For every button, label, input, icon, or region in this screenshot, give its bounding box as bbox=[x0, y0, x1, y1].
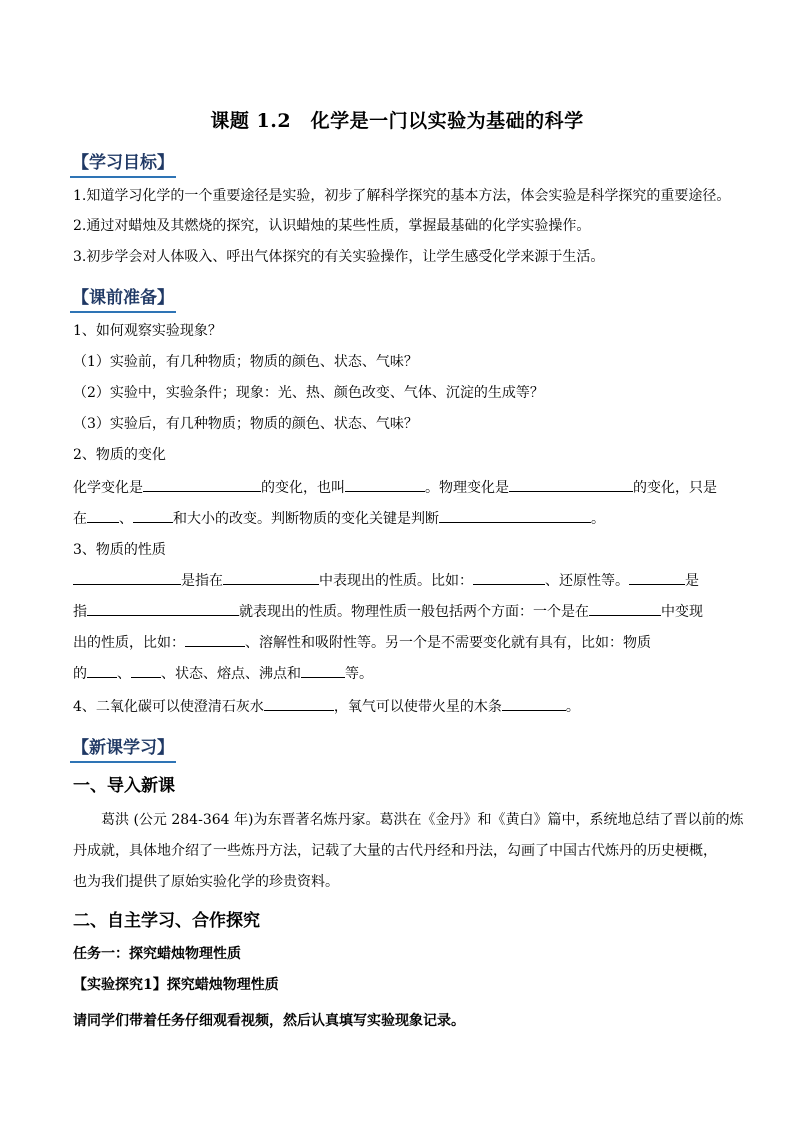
goal-item: 1.知道学习化学的一个重要途径是实验，初步了解科学探究的基本方法，体会实验是科学探究的重要途径。 bbox=[73, 188, 731, 204]
prep-question-1c: （3）实验后，有几种物质；物质的颜色、状态、气味？ bbox=[73, 416, 418, 432]
text: 、溶解性和吸附性等。另一个是不需要变化就有具有，比如：物质 bbox=[245, 635, 651, 651]
text: 、 bbox=[119, 511, 133, 527]
prep-question-3: 3、物质的性质 bbox=[73, 542, 166, 558]
instruction-text: 请同学们带着任务仔细观看视频，然后认真填写实验现象记录。 bbox=[73, 1013, 465, 1029]
prep-q2-line-2 bbox=[73, 508, 724, 529]
text: 4、二氧化碳可以使澄清石灰水 bbox=[73, 699, 264, 715]
fill-blank[interactable] bbox=[473, 570, 545, 585]
prep-question-1b: （2）实验中，实验条件；现象：光、热、颜色改变、气体、沉淀的生成等？ bbox=[73, 385, 544, 401]
fill-blank[interactable] bbox=[87, 508, 119, 523]
text: 出的性质，比如： bbox=[73, 635, 185, 651]
fill-blank[interactable] bbox=[509, 477, 633, 492]
goal-item: 3.初步学会对人体吸入、呼出气体探究的有关实验操作，让学生感受化学来源于生活。 bbox=[73, 249, 605, 265]
fill-blank[interactable] bbox=[73, 570, 181, 585]
fill-blank[interactable] bbox=[629, 570, 685, 585]
fill-blank[interactable] bbox=[143, 477, 261, 492]
text: 中变现 bbox=[661, 604, 703, 620]
prep-q3-line-2 bbox=[73, 601, 724, 622]
prep-question-1: 1、如何观察实验现象？ bbox=[73, 323, 222, 339]
text: 的变化，只是 bbox=[633, 480, 717, 496]
text: 。物理变化是 bbox=[425, 480, 509, 496]
text: 化学变化是 bbox=[73, 480, 143, 496]
text: 、状态、熔点、沸点和 bbox=[161, 666, 301, 682]
fill-blank[interactable] bbox=[133, 508, 173, 523]
experiment-title: 【实验探究1】探究蜡烛物理性质 bbox=[73, 977, 279, 993]
fill-blank[interactable] bbox=[439, 508, 591, 523]
fill-blank[interactable] bbox=[87, 601, 239, 616]
text: 等。 bbox=[345, 666, 373, 682]
task-title: 任务一：探究蜡烛物理性质 bbox=[73, 946, 241, 962]
section-header-new-lesson: 【新课学习】 bbox=[70, 733, 176, 763]
intro-paragraph-line: 葛洪 (公元 284-364 年)为东晋著名炼丹家。葛洪在《金丹》和《黄白》篇中，系统地总结了晋以前的炼 bbox=[101, 812, 744, 828]
fill-blank[interactable] bbox=[87, 663, 117, 678]
text: 是指在 bbox=[181, 573, 223, 589]
prep-q2-line-1 bbox=[73, 477, 724, 498]
text: 是 bbox=[685, 573, 699, 589]
text: 、还原性等。 bbox=[545, 573, 629, 589]
section-header-prep: 【课前准备】 bbox=[70, 283, 176, 313]
prep-q3-line-4 bbox=[73, 663, 724, 684]
prep-question-2: 2、物质的变化 bbox=[73, 447, 166, 463]
fill-blank[interactable] bbox=[301, 663, 345, 678]
text: 中表现出的性质。比如： bbox=[319, 573, 473, 589]
prep-q3-line-1 bbox=[73, 570, 724, 591]
text: 的变化，也叫 bbox=[261, 480, 345, 496]
text: 在 bbox=[73, 511, 87, 527]
fill-blank[interactable] bbox=[589, 601, 661, 616]
text: ，氧气可以使带火星的木条 bbox=[333, 699, 502, 715]
prep-q3-line-3 bbox=[73, 632, 724, 653]
part-title-intro: 一、导入新课 bbox=[73, 776, 175, 796]
goal-item: 2.通过对蜡烛及其燃烧的探究，认识蜡烛的某些性质，掌握最基础的化学实验操作。 bbox=[73, 218, 591, 234]
page-title: 课题 1.2 化学是一门以实验为基础的科学 bbox=[210, 110, 584, 132]
text: 和大小的改变。判断物质的变化关键是判断 bbox=[173, 511, 439, 527]
fill-blank[interactable] bbox=[264, 696, 334, 711]
section-header-goals: 【学习目标】 bbox=[70, 148, 176, 178]
prep-question-4 bbox=[73, 696, 724, 717]
intro-paragraph-line: 丹成就，具体地介绍了一些炼丹方法，记载了大量的古代丹经和丹法，勾画了中国古代炼丹的历史梗概， bbox=[73, 843, 717, 859]
text: 。 bbox=[591, 511, 605, 527]
text: 指 bbox=[73, 604, 87, 620]
fill-blank[interactable] bbox=[185, 632, 245, 647]
prep-question-1a: （1）实验前，有几种物质；物质的颜色、状态、气味？ bbox=[73, 354, 418, 370]
text: 的 bbox=[73, 666, 87, 682]
part-title-explore: 二、自主学习、合作探究 bbox=[73, 911, 260, 931]
intro-paragraph-line: 也为我们提供了原始实验化学的珍贵资料。 bbox=[73, 874, 339, 890]
fill-blank[interactable] bbox=[345, 477, 425, 492]
text: 就表现出的性质。物理性质一般包括两个方面：一个是在 bbox=[239, 604, 589, 620]
fill-blank[interactable] bbox=[223, 570, 319, 585]
text: 。 bbox=[565, 699, 580, 715]
fill-blank[interactable] bbox=[131, 663, 161, 678]
text: 、 bbox=[117, 666, 131, 682]
fill-blank[interactable] bbox=[502, 696, 566, 711]
